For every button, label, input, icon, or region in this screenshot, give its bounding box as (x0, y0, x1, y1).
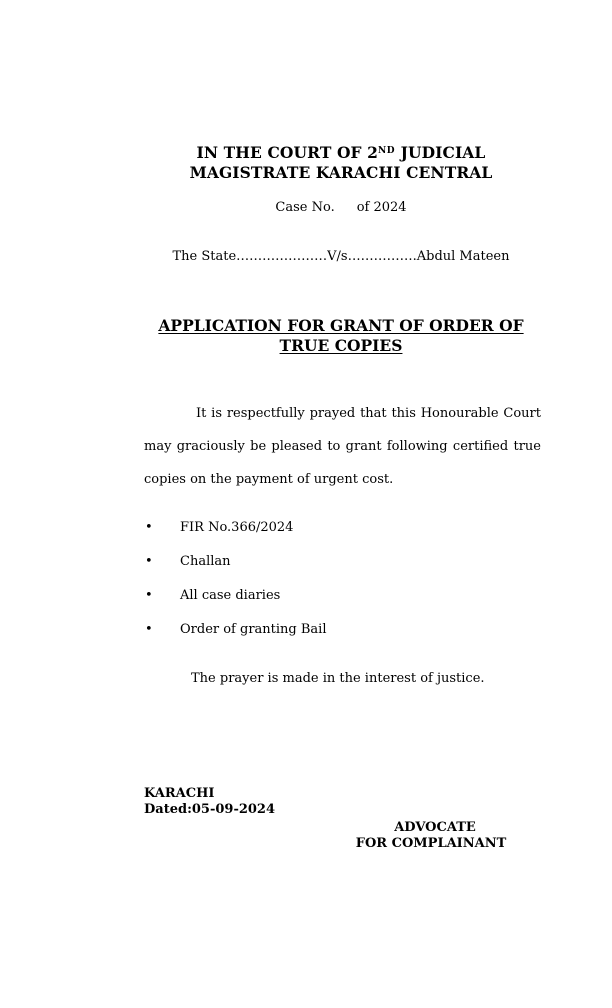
court-heading-text: IN THE COURT OF 2 (196, 143, 379, 162)
place-and-date (144, 786, 275, 818)
list-item (144, 586, 327, 620)
ordinal-superscript: ND (378, 146, 396, 156)
list-item-text: Challan (180, 554, 231, 569)
case-parties: The State…………………V/s…………….Abdul Mateen (172, 249, 510, 264)
closing-statement: The prayer is made in the interest of justice. (191, 671, 485, 686)
list-item (144, 620, 327, 654)
application-title (140, 316, 542, 356)
date: Dated:05-09-2024 (144, 802, 276, 817)
list-item (144, 552, 327, 586)
court-heading-text-end: JUDICIAL (395, 143, 486, 162)
court-heading (140, 143, 542, 183)
case-number-label: Case No. (275, 200, 335, 215)
bullet-icon: • (145, 554, 153, 569)
case-number (140, 200, 542, 216)
bullet-icon: • (145, 622, 153, 637)
list-item-text: Order of granting Bail (180, 622, 327, 637)
list-item (144, 518, 327, 552)
court-heading-line-1 (140, 143, 542, 163)
list-item-text: FIR No.366/2024 (180, 520, 294, 535)
bullet-icon: • (145, 588, 153, 603)
document-list (144, 518, 327, 654)
place: KARACHI (144, 786, 215, 801)
signature-block (350, 820, 512, 852)
bullet-icon: • (145, 520, 153, 535)
signature-title: ADVOCATE (394, 820, 476, 835)
application-title-line-1: APPLICATION FOR GRANT OF ORDER OF (158, 316, 524, 335)
list-item-text: All case diaries (180, 588, 281, 603)
case-year: of 2024 (356, 200, 407, 215)
signature-role: FOR COMPLAINANT (355, 836, 507, 851)
prayer-paragraph: It is respectfully prayed that this Honourable Court may graciously be pleased to grant following certified true copies on the payment of urgent cost. (144, 406, 541, 487)
court-heading-line-2: MAGISTRATE KARACHI CENTRAL (189, 163, 493, 182)
application-title-line-2: TRUE COPIES (279, 336, 403, 355)
